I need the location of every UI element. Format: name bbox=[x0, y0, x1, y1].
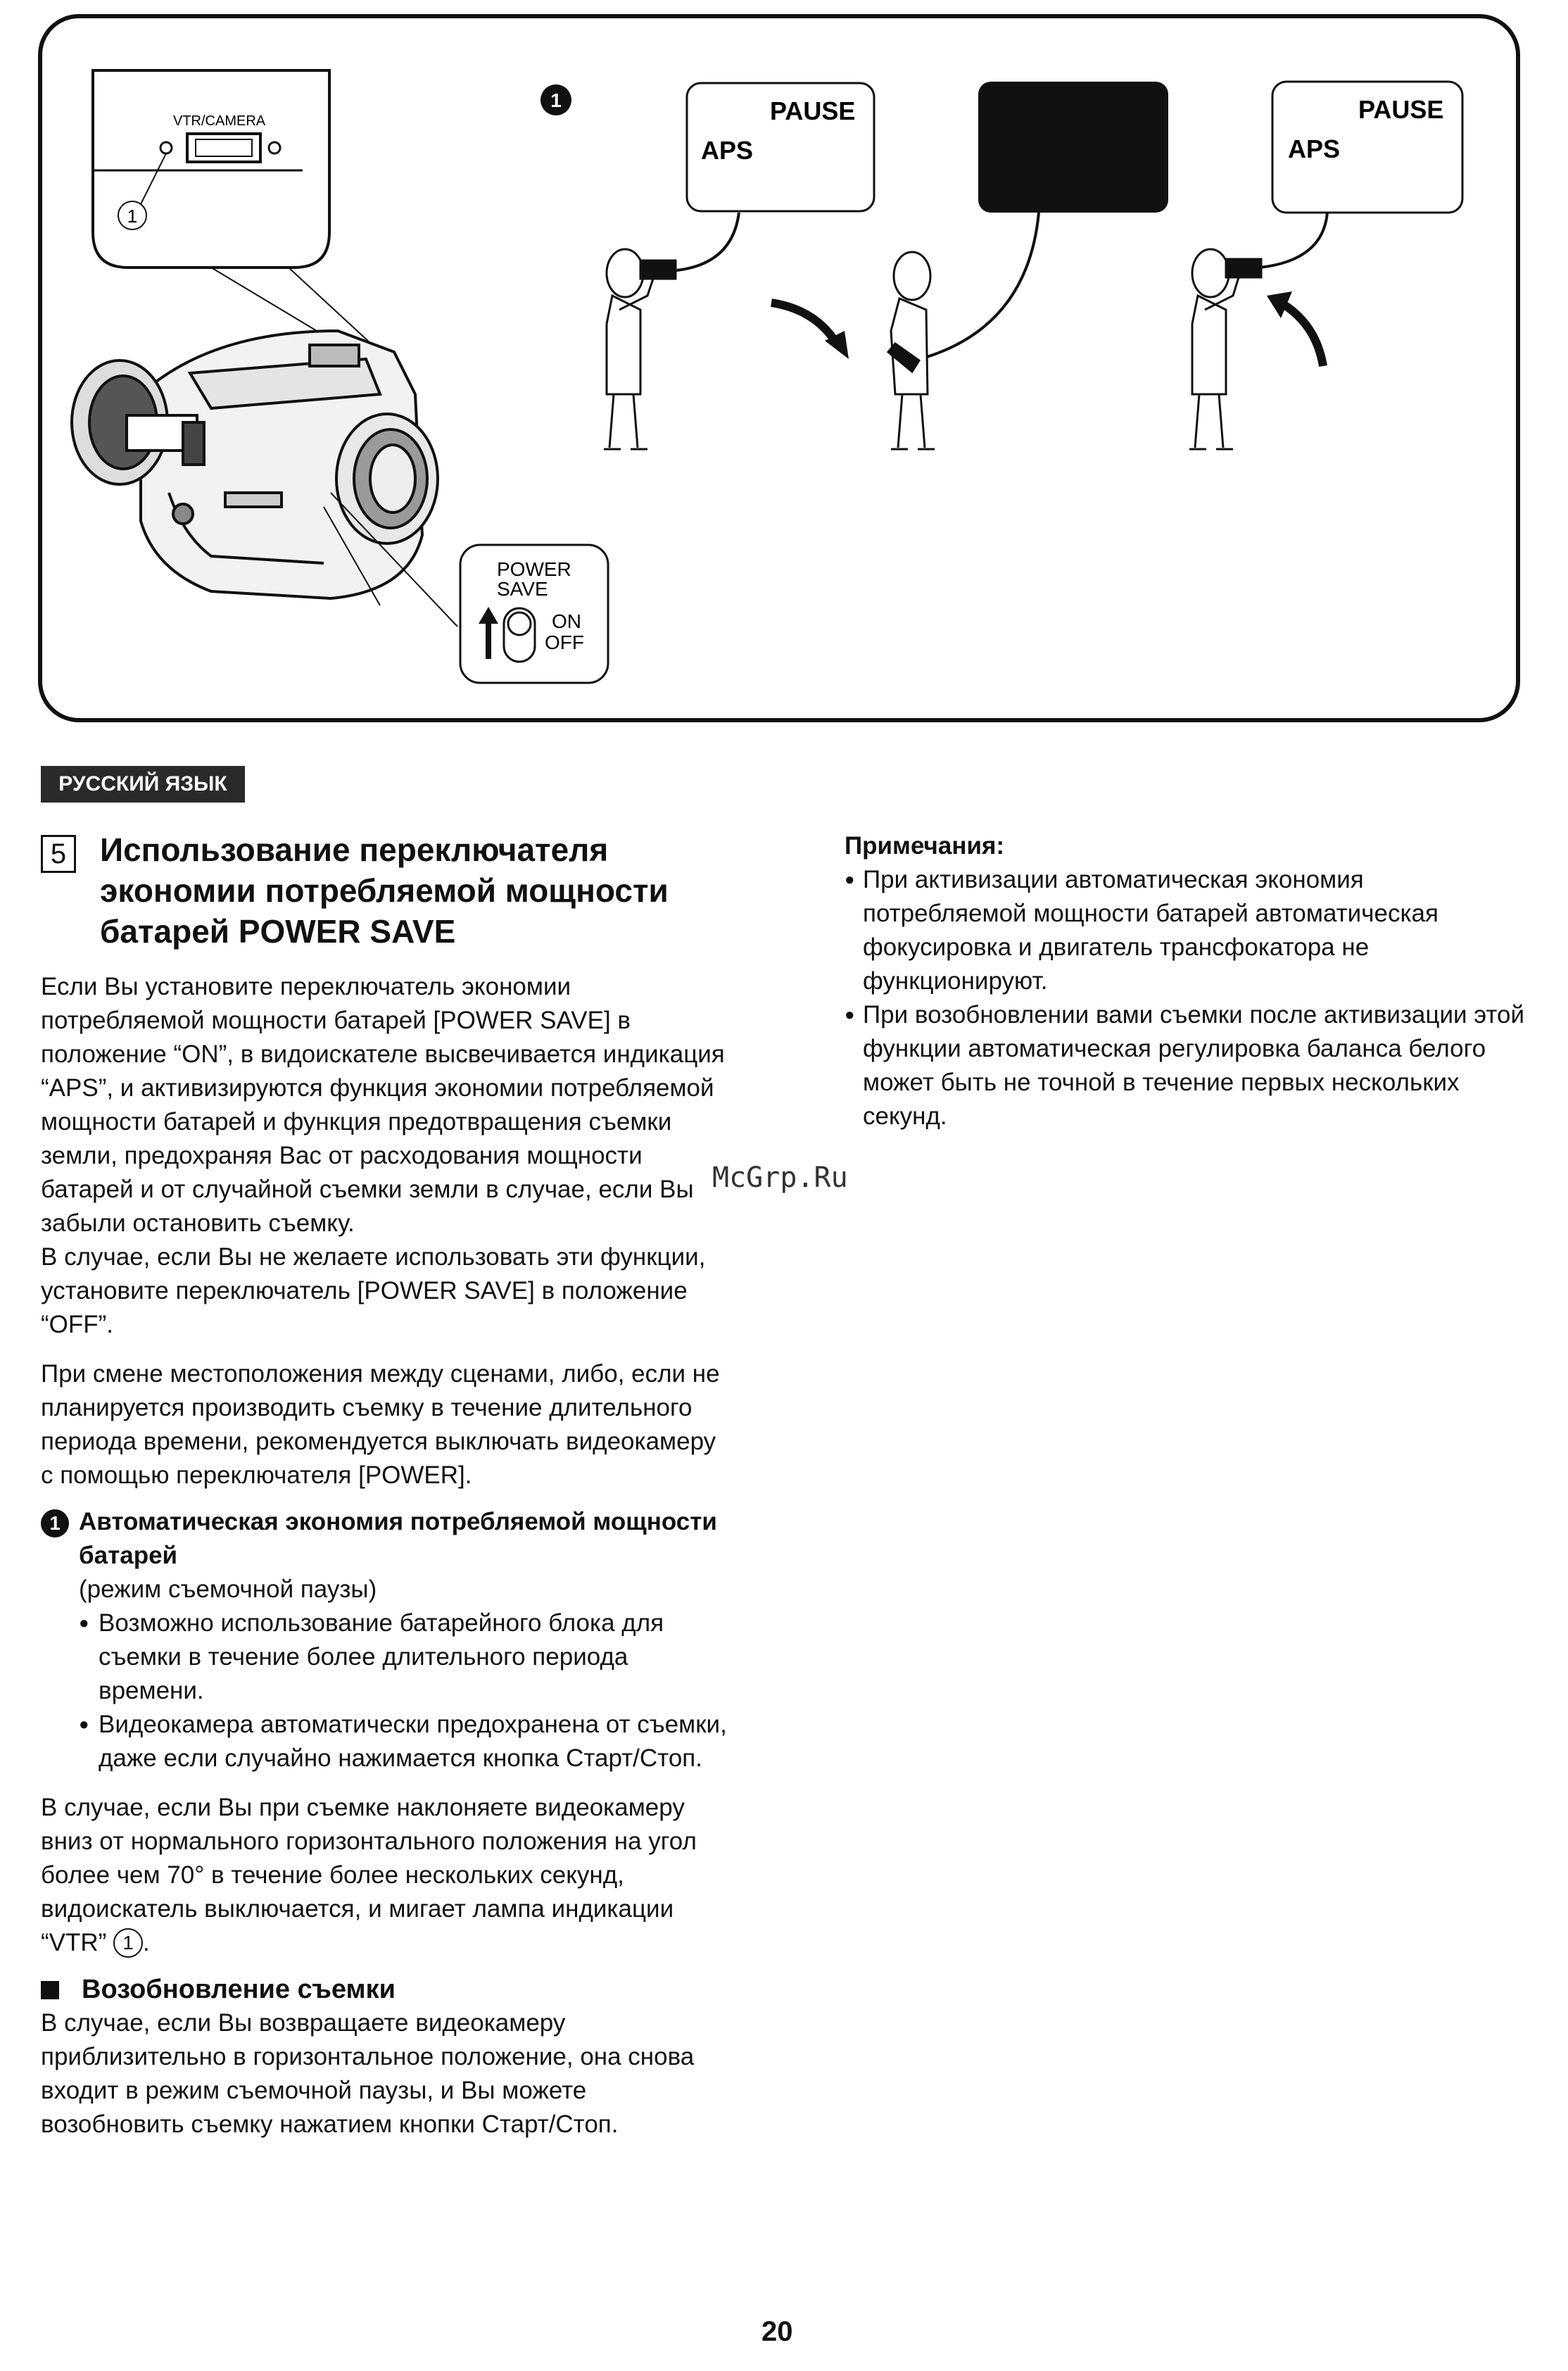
lamp-callout-number: 1 bbox=[127, 206, 138, 227]
subsection-auto-saving bbox=[41, 1505, 731, 1573]
switch-label-save: SAVE bbox=[497, 578, 548, 600]
section-title-line: экономии потребляемой мощности bbox=[100, 872, 669, 909]
illustration bbox=[0, 0, 1568, 732]
subsection-mode: (режим съемочной паузы) bbox=[79, 1576, 377, 1603]
paragraph-tilt-warning bbox=[41, 1791, 731, 1960]
step-marker bbox=[540, 84, 571, 115]
arrow-down-icon bbox=[771, 303, 837, 345]
step-marker-number: 1 bbox=[550, 89, 562, 111]
vtr-camera-inset bbox=[93, 70, 380, 352]
paragraph-power-save-on: Если Вы установите переключатель экономии потребляемой мощности батарей [POWER SAVE] в положение “ON”, в видоискателе высвечивается индикация “APS”, и активизируются функция экономии потребляемой мощности батарей и функция предотвращения съемки земли, предохраняя Вас от расходования мощности батарей и от случайной съемки земли в случае, если Вы забыли остановить съемку. bbox=[41, 973, 725, 1237]
switch-label-power: POWER bbox=[497, 558, 571, 580]
switch-on-label: ON bbox=[552, 610, 581, 632]
person-camera-lowered bbox=[888, 252, 935, 449]
paragraph-power-save-off: В случае, если Вы не желаете использовать эти функции, установите переключатель [POWER SAVE] в положение “OFF”. bbox=[41, 1243, 706, 1338]
vtr-camera-label: VTR/CAMERA bbox=[173, 113, 266, 129]
vtr-lamp-reference: 1 bbox=[113, 1928, 143, 1958]
paragraph-resume: В случае, если Вы возвращаете видеокамеру приблизительно в горизонтальное положение, она снова входит в режим съемочной паузы, и Вы можете возобновить съемку нажатием кнопки Старт/Стоп. bbox=[41, 2009, 695, 2138]
viewfinder-screen-left bbox=[687, 83, 874, 211]
section-title-line: Использование переключателя bbox=[100, 831, 609, 868]
section-title-line: батарей POWER SAVE bbox=[100, 913, 456, 950]
arrow-up-icon bbox=[1281, 303, 1323, 366]
switch-off-label: OFF bbox=[545, 631, 584, 653]
power-save-switch-inset bbox=[460, 545, 608, 683]
screen-left-pause: PAUSE bbox=[770, 96, 856, 125]
screen-right-pause: PAUSE bbox=[1358, 95, 1444, 124]
main-column bbox=[41, 829, 731, 2142]
language-tab: РУССКИЙ ЯЗЫК bbox=[41, 766, 245, 803]
person-resume-recording bbox=[1189, 249, 1261, 449]
resume-heading: Возобновление съемки bbox=[41, 1973, 731, 2006]
watermark: McGrp.Ru bbox=[712, 1162, 848, 1194]
note-item: ● При возобновлении вами съемки после активизации этой функции автоматическая регулировка баланса белого может быть не точной в течение первых нескольких секунд. bbox=[845, 998, 1534, 1133]
screen-left-aps: APS bbox=[701, 136, 754, 165]
notes-column bbox=[845, 829, 1534, 1133]
viewfinder-screen-dark bbox=[978, 82, 1168, 213]
camcorder-illustration bbox=[72, 331, 457, 627]
page-number: 20 bbox=[761, 2316, 793, 2347]
section-heading bbox=[41, 829, 731, 952]
notes-title: Примечания: bbox=[845, 832, 1005, 860]
viewfinder-screen-right bbox=[1272, 82, 1462, 213]
subsection-title: Автоматическая экономия потребляемой мощности батарей bbox=[79, 1508, 717, 1569]
tilt-warning-text: В случае, если Вы при съемке наклоняете видеокамеру вниз от нормального горизонтального положения на угол более чем 70° в течение более нескольких секунд, видоискатель выключается, и мигает лампа индикации “VTR” bbox=[41, 1794, 697, 1956]
paragraph-power-switch-advice: При смене местоположения между сценами, либо, если не планируется производить съемку в течение длительного периода времени, рекомендуется выключать видеокамеру с помощью переключателя [POWER]. bbox=[41, 1360, 720, 1489]
note-item: ● При активизации автоматическая экономия потребляемой мощности батарей автоматическая фокусировка и двигатель трансфокатора не функционируют. bbox=[845, 863, 1534, 998]
tilt-warning-end: . bbox=[143, 1929, 150, 1956]
subsection-badge: 1 bbox=[41, 1509, 69, 1537]
screen-right-aps: APS bbox=[1288, 134, 1341, 163]
list-item: ● Возможно использование батарейного блока для съемки в течение более длительного периода времени. bbox=[79, 1606, 731, 1708]
section-title bbox=[100, 829, 731, 952]
person-recording bbox=[604, 249, 676, 449]
subsection-bullets bbox=[41, 1606, 731, 1775]
section-number: 5 bbox=[41, 835, 76, 873]
list-item: ● Видеокамера автоматически предохранена от съемки, даже если случайно нажимается кнопка Старт/Стоп. bbox=[79, 1708, 731, 1775]
